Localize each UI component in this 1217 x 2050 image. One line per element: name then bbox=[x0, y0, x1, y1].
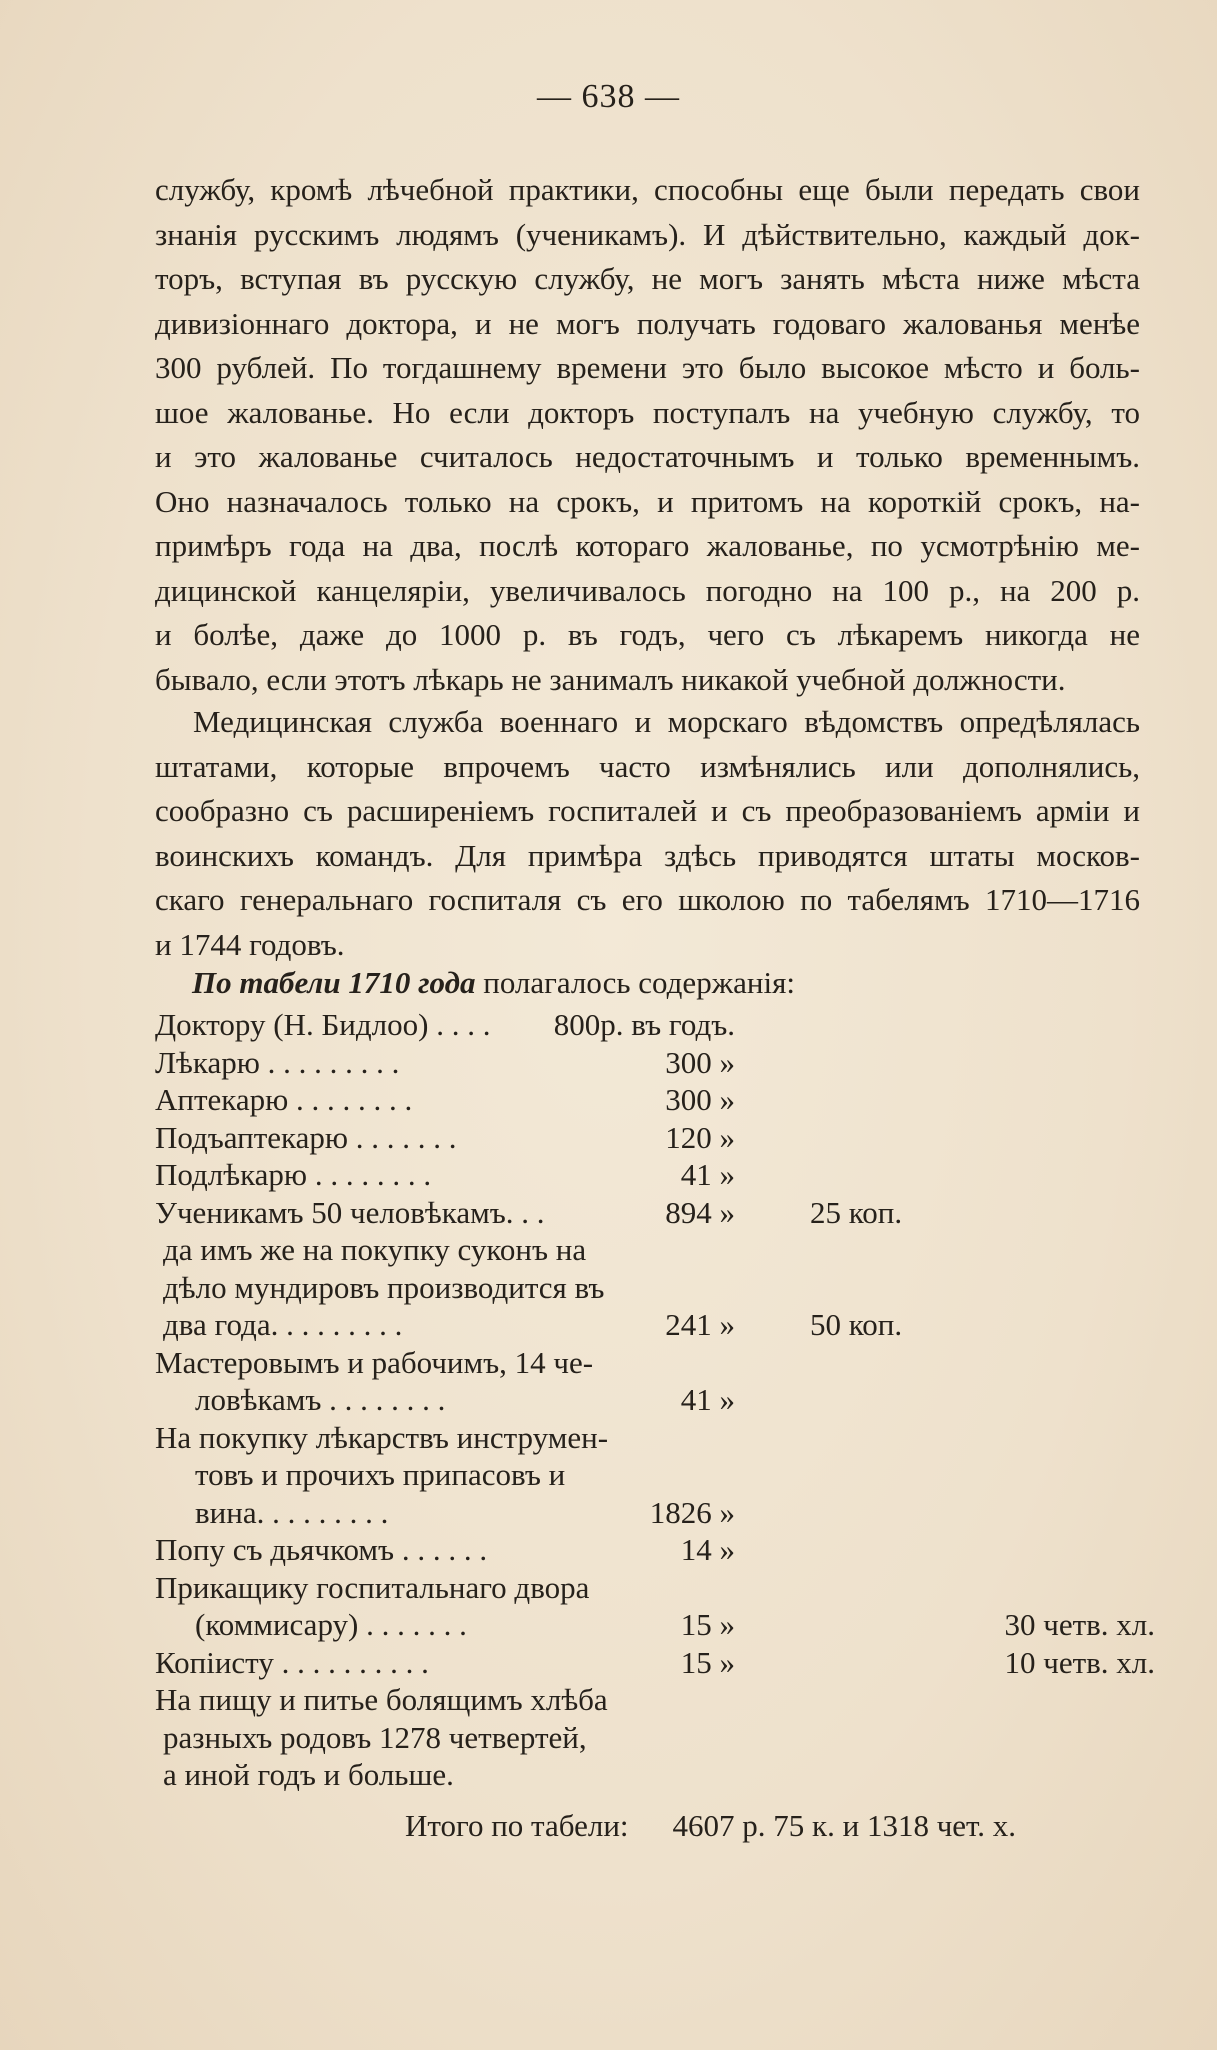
table-row bbox=[155, 1231, 1155, 1344]
table-heading bbox=[192, 965, 795, 1001]
text-line: дивизіоннаго доктора, и не могъ получать годоваго жалованья менѣе bbox=[155, 305, 1140, 341]
row-amount: 41 » bbox=[680, 1157, 735, 1192]
table-row bbox=[155, 1156, 1155, 1194]
row-label: Ученикамъ 50 человѣкамъ. . . bbox=[155, 1194, 545, 1230]
row-label: Прикащику госпитальнаго двора bbox=[155, 1569, 590, 1605]
text-line: службу, кромѣ лѣчебной практики, способны еще были передать свои bbox=[155, 172, 1140, 207]
row-label: ловѣкамъ . . . . . . . . bbox=[195, 1382, 446, 1417]
table-total bbox=[405, 1808, 1016, 1844]
total-label: Итого по табели: bbox=[405, 1808, 629, 1843]
page-number: — 638 — bbox=[537, 78, 680, 115]
row-label: Аптекарю . . . . . . . . bbox=[155, 1082, 413, 1117]
table-row bbox=[155, 1006, 1155, 1044]
row-label: два года. . . . . . . . . bbox=[163, 1307, 403, 1342]
row-amount: 300 » bbox=[665, 1082, 735, 1117]
table-heading-rest: полагалось содержанія: bbox=[475, 965, 795, 1000]
row-amount: 1826 » bbox=[649, 1494, 735, 1530]
row-label: На покупку лѣкарствъ инструмен- bbox=[155, 1419, 609, 1455]
row-label: Подлѣкарю . . . . . . . . bbox=[155, 1157, 432, 1192]
text-line: и это жалованье считалось недостаточнымъ и только временнымъ. bbox=[155, 439, 1140, 474]
paragraph-2 bbox=[155, 700, 1140, 967]
text-line: Оно назначалось только на срокъ, и притомъ на короткій срокъ, на- bbox=[155, 483, 1140, 519]
row-label: да имъ же на покупку суконъ на bbox=[163, 1232, 587, 1267]
row-kopecks: 50 коп. bbox=[810, 1307, 903, 1342]
row-label: разныхъ родовъ 1278 четвертей, bbox=[163, 1719, 587, 1755]
row-label: Лѣкарю . . . . . . . . . bbox=[155, 1044, 400, 1080]
row-label: Попу съ дьячкомъ . . . . . . bbox=[155, 1532, 488, 1567]
table-row bbox=[155, 1681, 1155, 1794]
row-label: товъ и прочихъ припасовъ и bbox=[195, 1457, 566, 1492]
row-label: Подъаптекарю . . . . . . . bbox=[155, 1119, 457, 1155]
text-line: сообразно съ расширеніемъ госпиталей и съ преобразованіемъ арміи и bbox=[155, 793, 1140, 828]
text-line: штатами, которые впрочемъ часто измѣнялись или дополнялись, bbox=[155, 748, 1140, 784]
row-amount: 800р. въ годъ. bbox=[553, 1007, 735, 1042]
text-line: знанія русскимъ людямъ (ученикамъ). И дѣйствительно, каждый док- bbox=[155, 216, 1140, 252]
total-value: 4607 р. 75 к. и 1318 чет. х. bbox=[672, 1808, 1017, 1843]
table-row bbox=[155, 1344, 1155, 1419]
salary-table bbox=[155, 1006, 1155, 1794]
table-row bbox=[155, 1569, 1155, 1644]
row-label: вина. . . . . . . . . bbox=[195, 1494, 389, 1530]
row-kopecks: 25 коп. bbox=[810, 1194, 903, 1230]
text-line: скаго генеральнаго госпиталя съ его школою по табелямъ 1710—1716 bbox=[155, 882, 1140, 917]
row-label: (коммисару) . . . . . . . bbox=[195, 1607, 467, 1642]
text-line: 300 рублей. По тогдашнему времени это было высокое мѣсто и боль- bbox=[155, 350, 1140, 385]
row-amount: 15 » bbox=[680, 1607, 735, 1642]
table-row bbox=[155, 1644, 1155, 1682]
row-amount: 120 » bbox=[665, 1119, 735, 1155]
text-line: примѣръ года на два, послѣ котораго жалованье, по усмотрѣнію ме- bbox=[155, 528, 1140, 563]
row-amount: 241 » bbox=[665, 1307, 735, 1342]
text-line: торъ, вступая въ русскую службу, не могъ занять мѣста ниже мѣста bbox=[155, 261, 1140, 296]
text-line: шое жалованье. Но если докторъ поступалъ на учебную службу, то bbox=[155, 394, 1140, 430]
row-label: Мастеровымъ и рабочимъ, 14 че- bbox=[155, 1344, 594, 1380]
row-grain: 30 четв. хл. bbox=[1004, 1607, 1155, 1642]
row-grain: 10 четв. хл. bbox=[1004, 1644, 1155, 1680]
row-amount: 41 » bbox=[680, 1382, 735, 1417]
row-amount: 15 » bbox=[680, 1644, 735, 1680]
table-row bbox=[155, 1531, 1155, 1569]
row-label: Доктору (Н. Бидлоо) . . . . bbox=[155, 1007, 491, 1042]
table-heading-italic: По табели 1710 года bbox=[192, 965, 476, 1000]
row-label: дѣло мундировъ производится въ bbox=[163, 1269, 605, 1305]
table-row bbox=[155, 1044, 1155, 1082]
text-line: Медицинская служба военнаго и морскаго вѣдомствъ опредѣлялась bbox=[193, 704, 1140, 739]
text-line: бывало, если этотъ лѣкарь не занималъ никакой учебной должности. bbox=[155, 661, 1066, 697]
text-line: и 1744 годовъ. bbox=[155, 926, 345, 962]
table-row bbox=[155, 1119, 1155, 1157]
row-label: Копіисту . . . . . . . . . . bbox=[155, 1644, 429, 1680]
text-line: воинскихъ командъ. Для примѣра здѣсь приводятся штаты москов- bbox=[155, 837, 1140, 873]
row-amount: 894 » bbox=[665, 1194, 735, 1230]
row-amount: 300 » bbox=[665, 1044, 735, 1080]
table-row bbox=[155, 1419, 1155, 1532]
text-line: дицинской канцеляріи, увеличивалось погодно на 100 р., на 200 р. bbox=[155, 572, 1140, 608]
row-label: а иной годъ и больше. bbox=[163, 1757, 454, 1792]
paragraph-1 bbox=[155, 168, 1140, 702]
table-row bbox=[155, 1194, 1155, 1232]
row-label: На пищу и питье болящимъ хлѣба bbox=[155, 1682, 608, 1717]
table-row bbox=[155, 1081, 1155, 1119]
row-amount: 14 » bbox=[680, 1532, 735, 1567]
text-line: и болѣе, даже до 1000 р. въ годъ, чего съ лѣкаремъ никогда не bbox=[155, 617, 1140, 652]
